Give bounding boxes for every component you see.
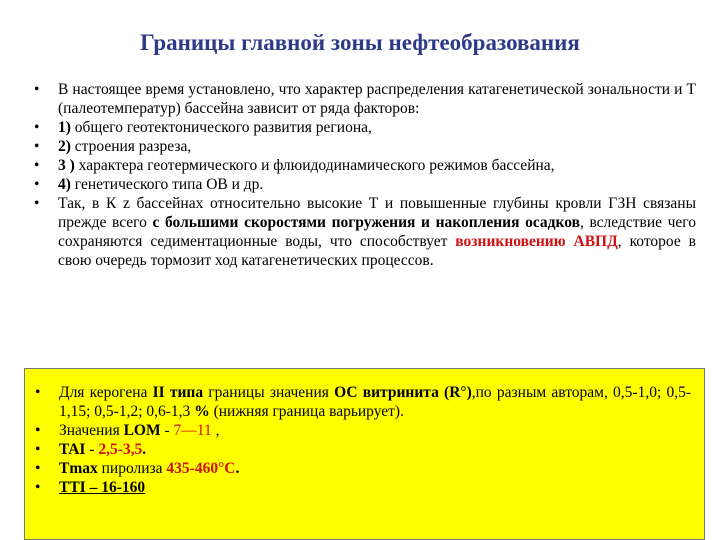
bullet-text: . — [142, 441, 147, 458]
bullet-text: границы значения — [203, 384, 335, 401]
parameters-bullet-list — [27, 383, 691, 497]
bullet-text: . — [235, 460, 240, 477]
highlight-red-text: возникновению АВПД — [455, 233, 618, 250]
list-item — [27, 421, 691, 440]
bullet-text: Для керогена — [59, 384, 153, 401]
lom-value: 7—11 — [173, 422, 212, 439]
bullet-text: - — [85, 441, 99, 458]
list-item — [26, 156, 696, 175]
emphasis-text: с большими скоростями погружения и накопления осадков — [152, 214, 580, 231]
list-item — [26, 80, 696, 118]
lom-label: LOM — [123, 422, 161, 439]
tti-text: TTI – 16-160 — [59, 479, 146, 496]
vitrinite-label: ОС витринита (R°) — [334, 384, 472, 401]
main-bullet-list — [26, 80, 696, 270]
percent-sign: % — [194, 403, 210, 420]
tai-label: TAI — [59, 441, 86, 458]
factor-number: 4) — [58, 176, 71, 193]
factor-text: характера геотермического и флюидодинамического режимов бассейна, — [74, 157, 555, 174]
kerogen-type: II типа — [152, 384, 204, 401]
bullet-text: (нижняя граница варьирует). — [209, 403, 404, 420]
list-item — [26, 175, 696, 194]
bullet-text: , которое в свою очередь тормозит ход катагенетических процессов. — [58, 233, 696, 269]
factor-number: 2) — [58, 138, 71, 155]
list-item — [27, 478, 691, 497]
factor-text: общего геотектонического развития региона, — [70, 119, 372, 136]
list-item — [27, 459, 691, 478]
tmax-label: Tmax — [59, 460, 98, 477]
factor-number: 3 ) — [58, 157, 75, 174]
bullet-text: , — [211, 422, 220, 439]
factor-text: строения разреза, — [70, 138, 192, 155]
list-item — [26, 194, 696, 270]
highlight-box — [24, 368, 705, 540]
factor-text: генетического типа ОВ и др. — [70, 176, 264, 193]
list-item — [27, 383, 691, 421]
bullet-text: - — [160, 422, 174, 439]
bullet-text: ,по разным авторам, 0,5-1,0; 0,5-1,15; 0,5-1,2; 0,6-1,3 — [59, 384, 692, 420]
bullet-text: Значения — [59, 422, 124, 439]
bullet-text: , вследствие чего сохраняются седиментационные воды, что способствует — [58, 214, 696, 250]
bullet-text: В настоящее время установлено, что характер распределения катагенетической зональности и Т (палеотемператур) бассейна зависит от ряда факторов: — [58, 81, 696, 117]
slide-title: Границы главной зоны нефтеобразования — [140, 30, 580, 55]
list-item — [27, 440, 691, 459]
tai-value: 2,5-3,5 — [98, 441, 143, 458]
list-item — [26, 118, 696, 137]
tmax-value: 435-460°С — [166, 460, 236, 477]
list-item — [26, 137, 696, 156]
bullet-text: пиролиза — [97, 460, 167, 477]
bullet-text: Так, в К z бассейнах относительно высокие Т и повышенные глубины кровли ГЗН связаны прежде всего — [58, 195, 696, 231]
factor-number: 1) — [58, 119, 71, 136]
